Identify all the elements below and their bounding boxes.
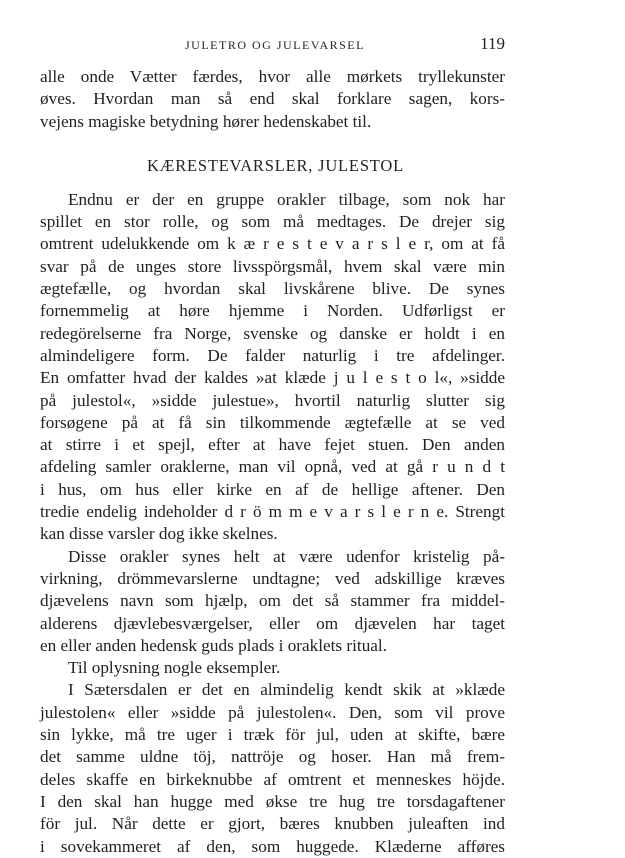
running-head [40,34,505,56]
text-line: omtrent udelukkende om k æ r e s t e v a r s l e r, om at få [40,234,505,254]
text-line: spillet en stor rolle, og som må medtages. De drejer sig [40,212,505,232]
text-line: kan disse varsler dog ikke skelnes. [40,524,278,544]
page-body [40,66,505,858]
text-line: øves. Hvordan man så end skal forklare sagen, kors- [40,89,505,109]
text-line: Disse orakler synes helt at være udenfor kristelig på- [68,546,505,566]
text-line: vejens magiske betydning hører hedenskabet til. [40,111,372,131]
text-line: deles skaffe en birkeknubbe af omtrent et menneskes höjde. [40,769,505,789]
text-line: Til oplysning nogle eksempler. [68,658,281,678]
text-line: julestolen« eller »sidde på julestolen«. Den, som vil prove [40,702,505,722]
page-number: 119 [480,34,505,53]
text-line: at stirre i et spejl, efter at have fejet stuen. Den anden [40,435,505,455]
text-line: fornemmelig at høre hjemme i Norden. Udførligst er [40,301,505,321]
text-line: redegörelserne fra Norge, svenske og danske er holdt i en [40,323,505,343]
text-line: alle onde Vætter færdes, hvor alle mørkets tryllekunster [40,67,505,86]
text-line: tredie endelig indeholder d r ö m m e v a r s l e r n e. Strengt [40,502,505,522]
text-line: en eller anden hedensk guds plads i oraklets ritual. [40,635,387,655]
text-line: sin lykke, må tre uger i træk för jul, uden at skifte, bære [40,725,505,745]
text-line: ægtefælle, og hvordan skal livskårene blive. De synes [40,279,505,299]
text-line: afdeling samler oraklerne, man vil opnå, ved at gå r u n d t [40,457,505,477]
text-line: Endnu er der en gruppe orakler tilbage, som nok har [68,189,505,209]
text-line: på julestol«, »sidde julestue», hvortil naturlig slutter sig [40,390,505,410]
text-line: i sovekammeret af den, som huggede. Klæderne afføres [40,836,505,856]
text-line: i hus, om hus eller kirke en af de hellige aftener. Den [40,479,505,499]
text-line: I den skal han hugge med økse tre hug tre torsdagaftener [40,791,505,811]
text-line: forsøgene på at få sin tilkommende ægtefælle at se ved [40,412,505,432]
text-line: I Sætersdalen er det en almindelig kendt skik at »klæde [68,680,505,700]
text-line: för jul. Når dette er gjort, bæres knubben juleaften ind [40,814,505,834]
text-line: almindeligere form. De falder naturlig i tre afdelinger. [40,345,505,365]
running-title: JULETRO OG JULEVARSEL [185,38,365,52]
text-line: det samme uldne töj, nattröje og hoser. Han må frem- [40,747,505,767]
section-heading: KÆRESTEVARSLER, JULESTOL [147,155,404,175]
text-line: En omfatter hvad der kaldes »at klæde j u l e s t o l«, »sidde [40,368,505,388]
text-line: djævelens navn som hjælp, om det så stammer fra middel- [40,591,505,611]
text-line: virkning, drömmevarslerne undtagne; ved adskillige kræves [40,568,505,588]
text-line: svar på de unges store livsspörgsmål, hvem skal være min [40,256,505,276]
text-line: alderens djævlebesværgelser, eller om djævelen har taget [40,613,505,633]
